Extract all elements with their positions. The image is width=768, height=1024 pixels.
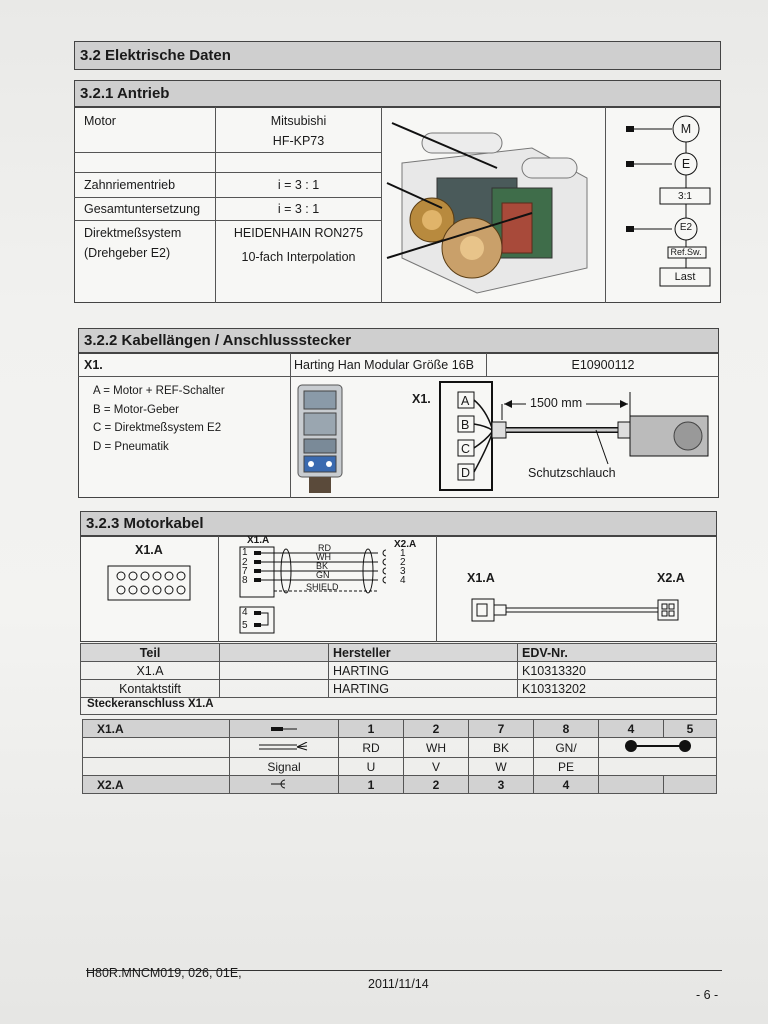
table-row <box>83 738 717 758</box>
stecker-x2a-pin-3: 3 <box>469 776 534 794</box>
stecker-pin-2: 2 <box>404 720 469 738</box>
wiring-pin-l3: 7 <box>242 566 248 577</box>
table-row <box>83 758 717 776</box>
wiring-pin-r1: 1 <box>400 548 406 559</box>
footer-date: 2011/11/14 <box>368 977 429 991</box>
wiring-x2a: X2.A <box>394 539 417 550</box>
stecker-pin-4: 4 <box>599 720 664 738</box>
table-row <box>81 662 717 680</box>
kabel-title-text: 3.2.2 Kabellängen / Anschlussstecker <box>84 332 352 349</box>
diagram-letter-a: A <box>461 394 470 408</box>
bridge-icon <box>623 738 693 754</box>
gesamt-value: i = 3 : 1 <box>277 202 320 216</box>
zahnriemen-label: Zahnriementrieb <box>84 178 176 192</box>
stecker-color-bk: BK <box>469 738 534 758</box>
kabel-x1: X1. <box>84 358 103 372</box>
wiring-color-wh: WH <box>316 552 331 562</box>
stecker-color-wh: WH <box>404 738 469 758</box>
footer-doc: H80R.MNCM019, 026, 01E, <box>86 966 242 980</box>
mk-x1a-label: X1.A <box>135 543 163 557</box>
direkt-sub-label: (Drehgeber E2) <box>84 246 171 260</box>
cable-x2a: X2.A <box>657 571 685 585</box>
stecker-signal-w: W <box>469 758 534 776</box>
x1a-connector-face <box>105 563 193 603</box>
stecker-x2a-pin-2: 2 <box>404 776 469 794</box>
legend-c: C = Direktmeßsystem E2 <box>93 422 222 434</box>
wiring-pin-r3: 3 <box>400 566 406 577</box>
stecker-color-gn: GN/ <box>534 738 599 758</box>
stecker-signal-u: U <box>339 758 404 776</box>
diagram-letter-d: D <box>461 466 471 480</box>
parts-edv-2: K10313202 <box>518 680 717 698</box>
wiring-pin-l2: 2 <box>242 557 248 568</box>
wire-bundle-icon <box>259 742 309 752</box>
stecker-x2a: X2.A <box>83 776 230 794</box>
wiring-x1a: X1.A <box>247 535 270 546</box>
stecker-color-rd: RD <box>339 738 404 758</box>
wiring-color-gn: GN <box>316 570 330 580</box>
schem-e: E <box>681 157 691 171</box>
legend-d: D = Pneumatik <box>93 441 169 453</box>
diagram-x1: X1. <box>412 392 431 406</box>
stecker-pin-8: 8 <box>534 720 599 738</box>
motorkabel-title-text: 3.2.3 Motorkabel <box>86 515 204 532</box>
stecker-pin-7: 7 <box>469 720 534 738</box>
schem-last: Last <box>674 271 696 283</box>
plug-female-icon <box>271 779 297 789</box>
cable-sketch <box>470 595 685 625</box>
kabel-connector: Harting Han Modular Größe 16B <box>294 358 474 372</box>
direkt-value: HEIDENHAIN RON275 <box>233 226 364 240</box>
wiring-pin-l6: 5 <box>242 620 248 631</box>
parts-header-hersteller: Hersteller <box>329 644 518 662</box>
connector-photo <box>295 383 347 495</box>
direkt-interp: 10-fach Interpolation <box>241 250 356 264</box>
schem-refsw: Ref.Sw. <box>670 247 702 257</box>
zahnriemen-value: i = 3 : 1 <box>277 178 320 192</box>
parts-hersteller-1: HARTING <box>329 662 518 680</box>
parts-teil-2: Kontaktstift <box>81 680 220 698</box>
stecker-pin-1: 1 <box>339 720 404 738</box>
legend-b: B = Motor-Geber <box>93 404 179 416</box>
kabel-code: E10900112 <box>571 358 635 372</box>
footer-page: - 6 - <box>696 988 719 1002</box>
legend-a: A = Motor + REF-Schalter <box>93 385 225 397</box>
schem-ratio: 3:1 <box>678 191 692 202</box>
wiring-color-rd: RD <box>318 543 331 553</box>
stecker-table <box>82 719 717 794</box>
drive-illustration <box>382 108 605 302</box>
direkt-label: Direktmeßsystem <box>84 226 182 240</box>
diagram-length: 1500 mm <box>530 396 583 410</box>
section-title <box>74 41 721 70</box>
table-row <box>83 776 717 794</box>
schem-m: M <box>680 122 692 136</box>
stecker-pin-5: 5 <box>664 720 717 738</box>
stecker-x2a-pin-1: 1 <box>339 776 404 794</box>
motor-label: Motor <box>84 114 116 128</box>
table-row <box>83 720 717 738</box>
wiring-pin-r4: 4 <box>400 575 406 586</box>
plug-male-icon <box>271 725 297 733</box>
motor-maker: Mitsubishi <box>270 114 327 128</box>
schem-e2: E2 <box>679 222 693 233</box>
section-title-text: 3.2 Elektrische Daten <box>80 47 231 64</box>
stecker-signal-v: V <box>404 758 469 776</box>
stecker-signal-label: Signal <box>230 758 339 776</box>
table-row <box>81 680 717 698</box>
parts-header-teil: Teil <box>81 644 220 662</box>
wiring-color-bk: BK <box>316 561 329 571</box>
parts-teil-1: X1.A <box>81 662 220 680</box>
diagram-hose: Schutzschlauch <box>528 466 616 480</box>
wiring-color-shield: SHIELD <box>306 582 339 592</box>
diagram-letter-b: B <box>461 418 470 432</box>
stecker-x2a-pin-4: 4 <box>534 776 599 794</box>
antrieb-title <box>74 80 721 107</box>
cable-x1a: X1.A <box>467 571 495 585</box>
parts-header-edv: EDV-Nr. <box>518 644 717 662</box>
antrieb-title-text: 3.2.1 Antrieb <box>80 85 170 102</box>
stecker-x1a: X1.A <box>83 720 230 738</box>
diagram-letter-c: C <box>461 442 471 456</box>
wiring-pin-l5: 4 <box>242 607 248 618</box>
motor-model: HF-KP73 <box>272 134 325 148</box>
stecker-title <box>80 697 717 715</box>
motorkabel-title <box>80 511 717 536</box>
kabel-title <box>78 328 719 353</box>
wiring-pin-l4: 8 <box>242 575 248 586</box>
parts-hersteller-2: HARTING <box>329 680 518 698</box>
parts-edv-1: K10313320 <box>518 662 717 680</box>
parts-table <box>80 643 717 698</box>
stecker-title-text: Steckeranschluss X1.A <box>87 698 214 710</box>
gesamt-label: Gesamtuntersetzung <box>84 202 201 216</box>
wiring-pin-l1: 1 <box>242 547 248 558</box>
stecker-signal-pe: PE <box>534 758 599 776</box>
wiring-pin-r2: 2 <box>400 557 406 568</box>
